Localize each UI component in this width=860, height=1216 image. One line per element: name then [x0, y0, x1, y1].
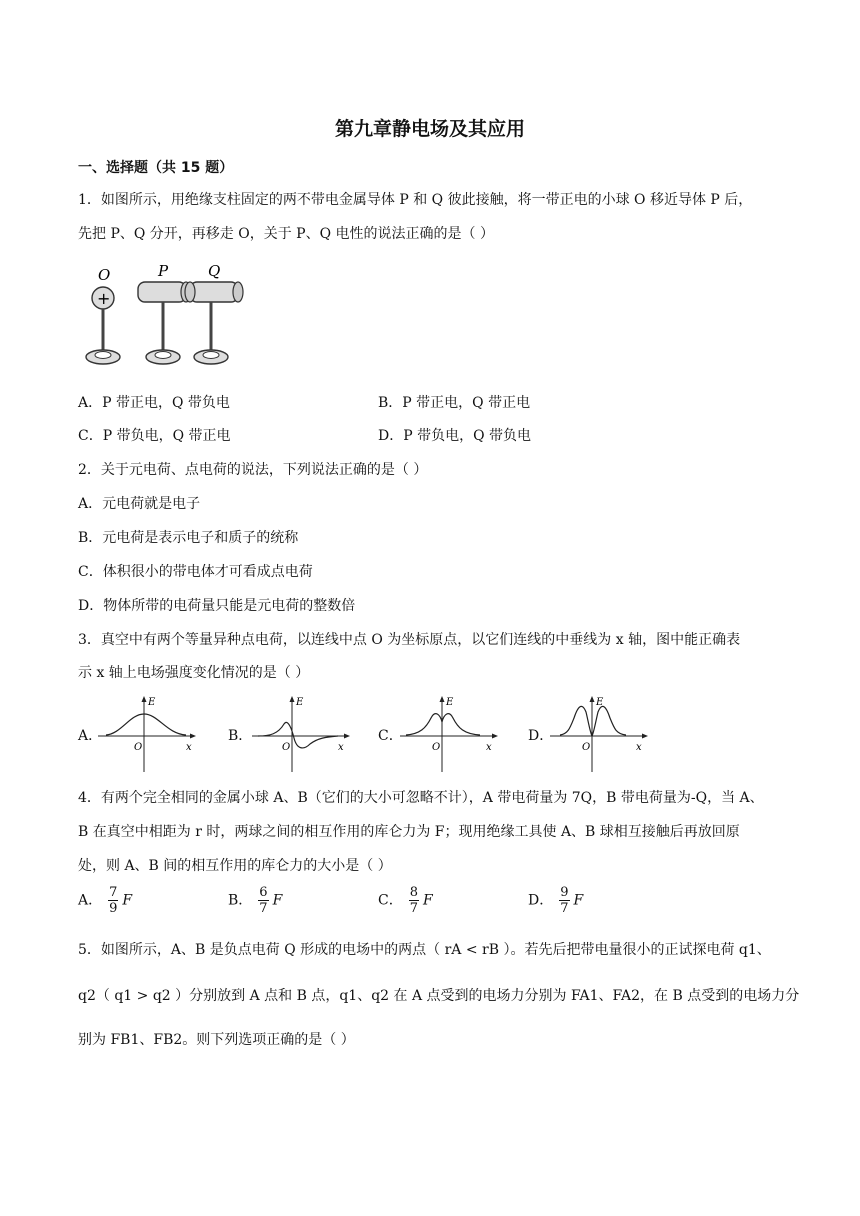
svg-text:x: x — [186, 742, 192, 753]
q5-stem-line1: 5．如图所示，A、B 是负点电荷 Q 形成的电场中的两点（ rA < rB ）。若先后把带电量很小的正试探电荷 q1、 — [78, 942, 771, 958]
curve-d — [560, 706, 626, 736]
q3-graph-a — [96, 692, 200, 774]
curve-c — [406, 714, 480, 735]
q1-option-c: C．P 带负电，Q 带正电 — [78, 428, 231, 444]
q4-stem-line1: 4．有两个完全相同的金属小球 A、B（它们的大小可忽略不计），A 带电荷量为 7Q，B 带电荷量为-Q，当 A、 — [78, 790, 764, 806]
q3-option-d: D． — [528, 728, 554, 744]
q5-stem-line2: q2（ q1 > q2 ）分别放到 A 点和 B 点，q1、q2 在 A 点受到的电场力分别为 FA1、FA2，在 B 点受到的电场力分 — [78, 988, 800, 1004]
label-q: Q — [208, 262, 221, 280]
q3-graph-d — [548, 692, 652, 774]
plus-sign: + — [97, 289, 111, 308]
svg-text:E: E — [148, 697, 156, 708]
q2-stem: 2．关于元电荷、点电荷的说法，下列说法正确的是（ ） — [78, 462, 428, 478]
q1-option-a: A．P 带正电，Q 带负电 — [78, 395, 230, 411]
q3-graph-b — [250, 692, 354, 774]
conductor-p — [138, 282, 186, 302]
svg-text:O: O — [282, 742, 291, 753]
svg-text:E: E — [596, 697, 604, 708]
svg-text:E: E — [296, 697, 304, 708]
q3-stem-line2: 示 x 轴上电场强度变化情况的是（ ） — [78, 665, 310, 681]
q2-option-c: C．体积很小的带电体才可看成点电荷 — [78, 564, 313, 580]
svg-text:x: x — [636, 742, 642, 753]
label-o: O — [98, 266, 111, 284]
q3-stem-line1: 3．真空中有两个等量异种点电荷，以连线中点 O 为坐标原点，以它们连线的中垂线为 x 轴，图中能正确表 — [78, 632, 741, 648]
q1-conductor-figure — [80, 262, 255, 372]
q4-option-b: B． $\frac{6}{7}$ F — [228, 885, 283, 916]
q1-option-b: B．P 带正电，Q 带正电 — [378, 395, 531, 411]
q4-option-a: A． $\frac{7}{9}$ F — [78, 885, 133, 916]
q3-option-b: B． — [228, 728, 253, 744]
svg-text:O: O — [134, 742, 143, 753]
q3-option-a: A． — [78, 728, 103, 744]
q5-stem-line3: 别为 FB1、FB2。则下列选项正确的是（ ） — [78, 1032, 355, 1048]
q4-stem-line2: B 在真空中相距为 r 时，两球之间的相互作用的库仑力为 F；现用绝缘工具使 A、B 球相互接触后再放回原 — [78, 824, 740, 840]
svg-text:O: O — [432, 742, 441, 753]
q1-option-d: D．P 带负电，Q 带负电 — [378, 428, 532, 444]
q4-option-d: D． $\frac{9}{7}$ F — [528, 885, 584, 916]
q4-option-c: C． $\frac{8}{7}$ F — [378, 885, 433, 916]
q2-option-a: A．元电荷就是电子 — [78, 496, 201, 512]
q2-option-b: B．元电荷是表示电子和质子的统称 — [78, 530, 299, 546]
q1-stem-line2: 先把 P、Q 分开，再移走 O，关于 P、Q 电性的说法正确的是（ ） — [78, 226, 494, 242]
section-heading: 一、选择题（共 15 题） — [78, 160, 234, 176]
conductor-q — [190, 282, 238, 302]
q1-stem-line1: 1．如图所示，用绝缘支柱固定的两不带电金属导体 P 和 Q 彼此接触，将一带正电的小球 O 移近导体 P 后， — [78, 192, 753, 208]
label-p: P — [158, 262, 169, 280]
curve-a — [106, 714, 186, 735]
page-title: 第九章静电场及其应用 — [334, 118, 525, 140]
q2-option-d: D．物体所带的电荷量只能是元电荷的整数倍 — [78, 598, 356, 614]
svg-text:O: O — [582, 742, 591, 753]
svg-text:x: x — [486, 742, 492, 753]
svg-text:E: E — [446, 697, 454, 708]
q4-stem-line3: 处，则 A、B 间的相互作用的库仑力的大小是（ ） — [78, 858, 392, 874]
q3-graph-c — [398, 692, 502, 774]
q3-option-c: C． — [378, 728, 403, 744]
svg-text:x: x — [338, 742, 344, 753]
curve-b — [258, 722, 338, 748]
